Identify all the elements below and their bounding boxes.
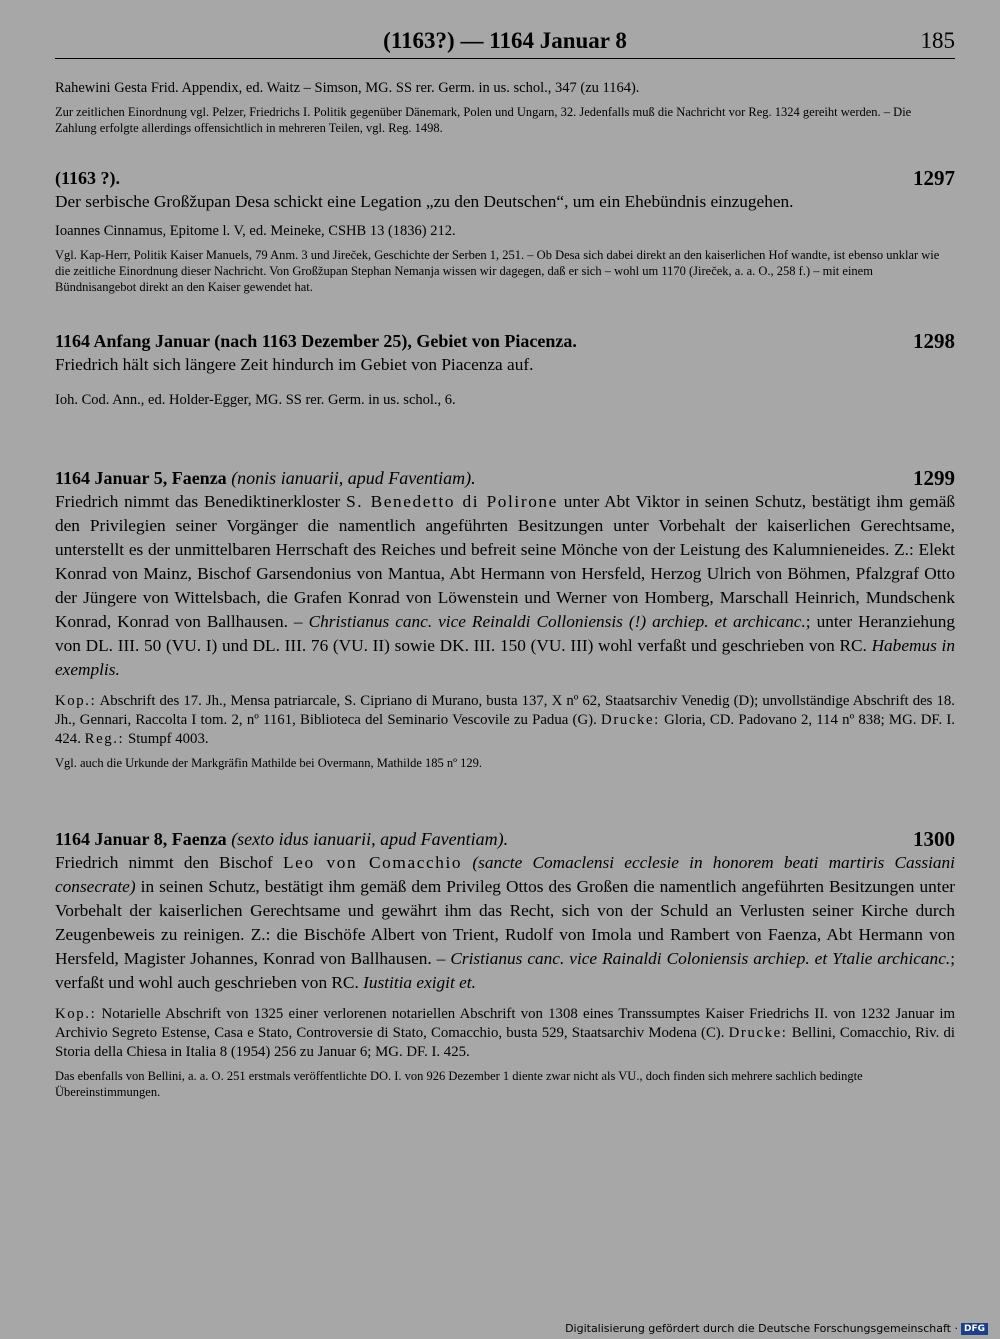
latin-phrase: Christianus canc. vice Reinaldi Colloniensis (!) archiep. et archicanc. bbox=[308, 612, 806, 631]
entry-date: 1164 Januar 5, Faenza bbox=[55, 468, 227, 488]
footer-text: Digitalisierung gefördert durch die Deutsche Forschungsgemeinschaft · bbox=[565, 1322, 958, 1335]
entry-heading bbox=[55, 166, 955, 190]
text-part: unter Abt Viktor in seinen Schutz, bestätigt ihm gemäß den Privilegien seiner Vorgänger die namentlich angeführten Besitzungen unter Vorbehalt der kaiserlichen Gerechtsame, unterstellt es der unmittelbaren Herrschaft des Reiches und befreit seine Mönche von der Leistung des Kalumnieneides. Z.: Elekt Konrad von Mainz, Bischof Garsendonius von Mantua, Abt Hermann von Hersfeld, Herzog Ulrich von Böhmen, Pfalzgraf Otto der Jüngere von Wittelsbach, die Grafen Konrad von Löwenstein und Werner von Homberg, Marschall Heinrich, Mundschenk Konrad, Konrad von Ballhausen. – bbox=[55, 492, 956, 631]
transmission bbox=[55, 1005, 955, 1062]
entry-text: Friedrich hält sich längere Zeit hindurch im Gebiet von Piacenza auf. bbox=[55, 355, 534, 374]
kop-text: Abschrift des 17. Jh., Mensa patriarcale, S. Cipriano di Murano, busta 137, X nº 62, Staatsarchiv Venedig (D); unvollständige Abschrift des 18. Jh., Gennari, Raccolta I tom. 2, nº 1161, Biblioteca del Seminario Vescovile zu Padua (G). bbox=[55, 693, 955, 728]
text-part: Friedrich nimmt den Bischof bbox=[55, 853, 273, 872]
entry-1297 bbox=[55, 166, 955, 295]
source-ref: Ioh. Cod. Ann., ed. Holder-Egger, MG. SS rer. Germ. in us. schol., 6. bbox=[55, 392, 456, 408]
druck-label: Drucke: bbox=[728, 1025, 788, 1041]
entry-date: 1164 Anfang Januar (nach 1163 Dezember 25), Gebiet von Piacenza. bbox=[55, 331, 577, 351]
entry-number: 1298 bbox=[913, 329, 955, 353]
footer-credit bbox=[565, 1322, 988, 1335]
entry-date-line bbox=[55, 827, 508, 851]
prev-source-ref: Rahewini Gesta Frid. Appendix, ed. Waitz – Simson, MG. SS rer. Germ. in us. schol., 347 (zu 1164). bbox=[55, 80, 640, 96]
entry-text bbox=[55, 851, 955, 995]
source-ref: Ioannes Cinnamus, Epitome l. V, ed. Meineke, CSHB 13 (1836) 212. bbox=[55, 223, 456, 239]
kop-label: Kop.: bbox=[55, 1006, 97, 1022]
entry-date-latin: (nonis ianuarii, apud Faventiam). bbox=[231, 468, 476, 488]
druck-label: Drucke: bbox=[601, 712, 660, 728]
latin-phrase: Habemus in exemplis. bbox=[55, 636, 955, 679]
latin-phrase: (sancte Comaclensi ecclesie in honorem beati martiris Cassiani consecrate) bbox=[55, 853, 955, 896]
entry-note: Vgl. auch die Urkunde der Markgräfin Mathilde bei Overmann, Mathilde 185 nº 129. bbox=[55, 756, 483, 770]
transmission bbox=[55, 692, 955, 749]
entry-heading bbox=[55, 827, 955, 851]
kop-label: Kop.: bbox=[55, 693, 97, 709]
entry-heading bbox=[55, 466, 955, 490]
latin-phrase: Iustitia exigit et. bbox=[363, 973, 476, 992]
text-part: ; verfaßt und wohl auch geschrieben von RC. bbox=[55, 949, 956, 992]
entry-number: 1297 bbox=[913, 166, 955, 190]
entry-text bbox=[55, 490, 955, 682]
entry-heading bbox=[55, 329, 955, 353]
reg-text: Stumpf 4003. bbox=[127, 731, 209, 747]
druck-text: Bellini, Comacchio, Riv. di Storia della Chiesa in Italia 8 (1954) 256 zu Januar 6; MG. DF. I. 425. bbox=[55, 1025, 955, 1060]
entry-date: (1163 ?). bbox=[55, 168, 120, 188]
prev-note: Zur zeitlichen Einordnung vgl. Pelzer, Friedrichs I. Politik gegenüber Dänemark, Polen und Ungarn, 32. Jedenfalls muß die Nachricht vor Reg. 1324 gereiht werden. – Die Zahlung erfolgte allerdings offensichtlich in mehreren Teilen, vgl. Reg. 1498. bbox=[55, 105, 912, 135]
entry-note: Das ebenfalls von Bellini, a. a. O. 251 erstmals veröffentlichte DO. I. von 926 Dezember 1 diente zwar nicht als VU., doch finden sich mehrere sachlich bedingte Übereinstimmungen. bbox=[55, 1069, 863, 1099]
text-part: Friedrich nimmt das Benediktinerkloster bbox=[55, 492, 341, 511]
entry-note: Vgl. Kap-Herr, Politik Kaiser Manuels, 79 Anm. 3 und Jireček, Geschichte der Serben 1, 251. – Ob Desa sich dabei direkt an den kaiserlichen Hof wandte, ist ebenso unklar wie die zeitliche Einordnung dieser Nachricht. Von Großžupan Stephan Nemanja wissen wir dagegen, daß er sich – wohl um 1170 (Jireček, a. a. O., 258 f.) – mit einem Bündnisangebot direkt an den Kaiser gewendet hat. bbox=[55, 248, 940, 294]
entry-date: 1164 Januar 8, Faenza bbox=[55, 829, 227, 849]
document-page bbox=[55, 26, 955, 1100]
place-name: S. Benedetto di Polirone bbox=[346, 492, 558, 511]
entry-1300 bbox=[55, 827, 955, 1100]
person-name: Leo von Comacchio bbox=[283, 853, 463, 872]
entry-number: 1300 bbox=[913, 827, 955, 851]
dfg-logo-icon: DFG bbox=[961, 1323, 988, 1335]
entry-number: 1299 bbox=[913, 466, 955, 490]
text-part: in seinen Schutz, bestätigt ihm gemäß dem Privileg Ottos des Großen die namentlich angeführten Besitzungen unter Vorbehalt der kaiserlichen Gerechtsame und gewährt ihm das Recht, sich von der Schuld an Verlusten seiner Kirche durch Zeugenbeweis zu reinigen. Z.: die Bischöfe Albert von Trient, Rudolf von Imola und Rambert von Faenza, Abt Hermann von Hersfeld, Magister Johannes, Konrad von Ballhausen. – bbox=[55, 877, 955, 968]
page-number: 185 bbox=[920, 28, 955, 53]
entry-1299 bbox=[55, 466, 955, 771]
druck-text: Gloria, CD. Padovano 2, 114 nº 838; MG. DF. I. 424. bbox=[55, 712, 956, 747]
kop-text: Notarielle Abschrift von 1325 einer verlorenen notariellen Abschrift von 1308 eines Transsumptes Kaiser Friedrichs II. von 1232 Januar im Archivio Segreto Estense, Casa e Stato, Controversie di Stato, Comacchio, busta 529, Staatsarchiv Modena (C). bbox=[55, 1006, 955, 1041]
reg-label: Reg.: bbox=[84, 731, 125, 747]
latin-phrase: Cristianus canc. vice Rainaldi Coloniensis archiep. et Ytalie archicanc. bbox=[450, 949, 951, 968]
entry-text: Der serbische Großžupan Desa schickt eine Legation „zu den Deutschen“, um ein Ehebündnis einzugehen. bbox=[55, 192, 794, 211]
entry-date-latin: (sexto idus ianuarii, apud Faventiam). bbox=[231, 829, 509, 849]
running-title: (1163?) — 1164 Januar 8 bbox=[383, 28, 627, 53]
text-part: ; unter Heranziehung von DL. III. 50 (VU. I) und DL. III. 76 (VU. II) sowie DK. III. 150 (VU. III) wohl verfaßt und geschrieben von RC. bbox=[55, 612, 955, 655]
entry-date-line bbox=[55, 466, 476, 490]
page-header bbox=[55, 26, 955, 59]
entry-1298 bbox=[55, 329, 955, 410]
